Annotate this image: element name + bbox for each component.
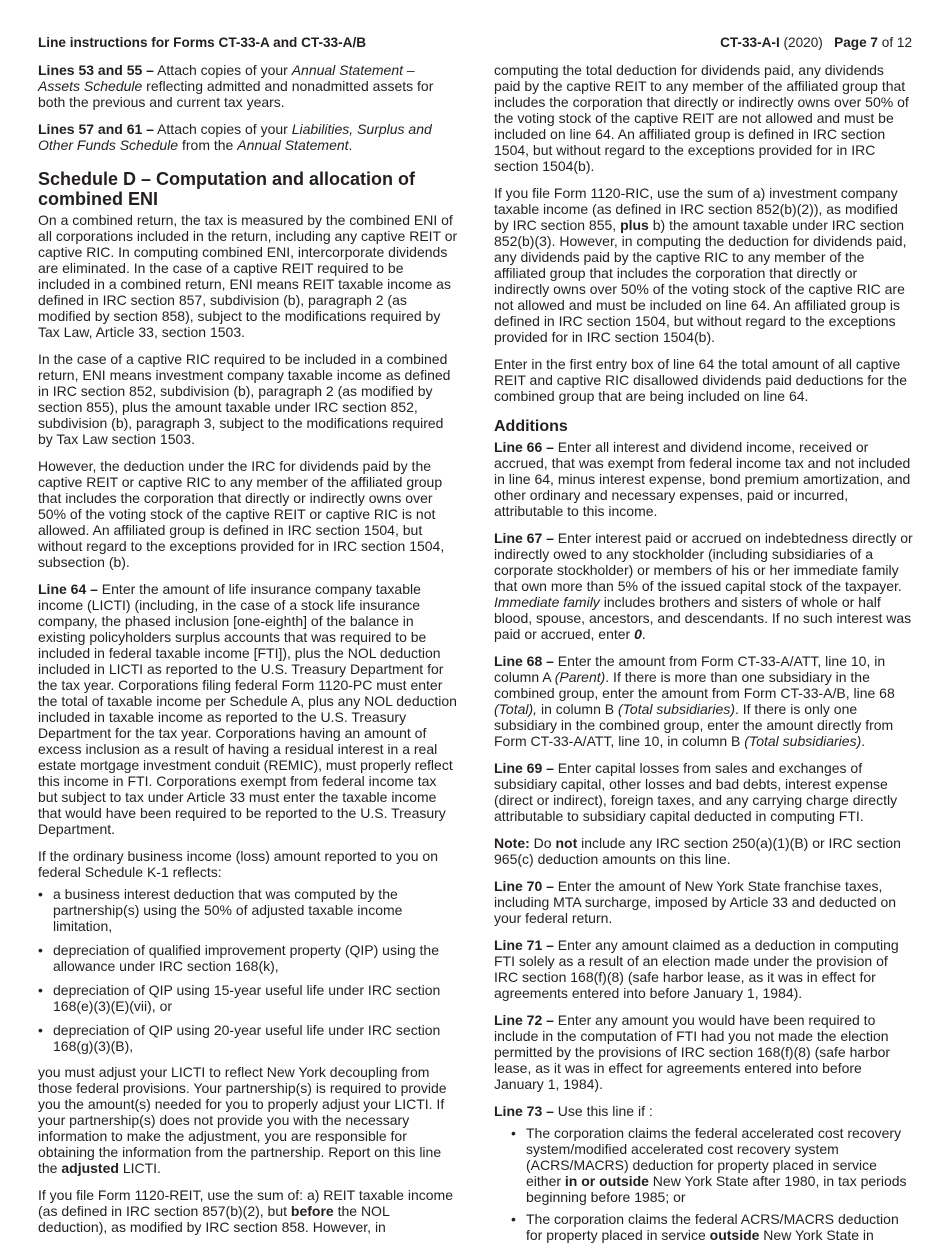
schedule-k1-paragraph: If the ordinary business income (loss) amount reported to you on federal Schedule K-1 reflects:: [38, 848, 438, 880]
header-title: Line instructions for Forms CT-33-A and CT-33-A/B: [38, 35, 367, 50]
page-header: [38, 35, 912, 53]
text-run: .: [641, 626, 646, 642]
text-run: . If there is only one subsidiary in the combined group, enter the amount directly from Form CT-33-A/ATT, line 10, in column B: [494, 701, 894, 749]
list-item: • depreciation of QIP using 15-year useful life under IRC section 168(e)(3)(E)(vii), or: [38, 982, 458, 1014]
italic-run: Liabilities, Surplus and Other Funds Schedule: [38, 121, 432, 153]
header-form-id: CT-33-A-I: [720, 35, 780, 50]
line-70-paragraph: [494, 878, 914, 926]
text-run: in column B: [537, 701, 618, 717]
text-run: Use this line if :: [553, 1103, 653, 1119]
italic-run: (Total subsidiaries): [618, 701, 735, 717]
italic-run: (Parent): [554, 669, 606, 685]
text-run: New York State in: [759, 1227, 874, 1243]
line-66-label: Line 66 –: [494, 439, 554, 455]
text-run: you must adjust your LICTI to reflect New York decoupling from those federal provisions. Your partnership(s) is required to provide you the amount(s) needed for you to properly adjust your LICTI. If your partnership(s) does not provide you with the necessary information to make the adjustment, you are responsible for obtaining the information from the partnership. Report on this line the: [38, 1064, 447, 1176]
line-67-paragraph: [494, 530, 914, 642]
text-run: New York State after 1980, in tax periods beginning before 1985; or: [526, 1173, 907, 1205]
text-run: reflecting admitted and nonadmitted assets for both the previous and current tax years.: [38, 78, 434, 110]
text-run: Enter all interest and dividend income, received or accrued, that was exempt from federal income tax and not included in line 64, minus interest expense, bond premium amortization, and other ordinary and necessary expenses, paid or incurred, attributable to this income.: [494, 439, 911, 519]
bold-run: outside: [709, 1227, 760, 1243]
lines-57-61-label: Lines 57 and 61 –: [38, 121, 154, 137]
line-64-entry-box-paragraph: Enter in the first entry box of line 64 the total amount of all captive REIT and captive RIC disallowed dividends paid deductions for the combined group that are being included on line 64.: [494, 356, 907, 404]
line-73-paragraph: [494, 1103, 914, 1119]
italic-run: Annual Statement: [237, 137, 349, 153]
form-1120-ric-paragraph: [494, 185, 914, 345]
text-run: the NOL deduction), as modified by IRC section 858. However, in: [38, 1203, 390, 1235]
text-run: If you file Form 1120-RIC, use the sum of a) investment company taxable income (as defined in IRC section 852(b)(2)), as modified by IRC section 855,: [494, 185, 898, 233]
adjust-licti-paragraph: [38, 1064, 458, 1176]
list-item: [511, 1125, 914, 1205]
text-run: from the: [178, 137, 238, 153]
bold-run: adjusted: [61, 1160, 119, 1176]
left-column: [38, 62, 458, 1246]
italic-run: (Total subsidiaries): [744, 733, 862, 749]
text-run: LICTI.: [118, 1160, 161, 1176]
line-68-paragraph: [494, 653, 914, 749]
form-1120-reit-paragraph: [38, 1187, 458, 1235]
list-item: [511, 1211, 914, 1243]
lines-53-55-paragraph: [38, 62, 458, 110]
bold-run: before: [290, 1203, 334, 1219]
line-71-paragraph: [494, 937, 914, 1001]
right-column: [494, 62, 914, 1253]
line-71-label: Line 71 –: [494, 937, 554, 953]
k1-bullet-list: [38, 886, 458, 1054]
line-69-label: Line 69 –: [494, 760, 554, 776]
header-page-total: of 12: [881, 35, 912, 50]
schedule-d-heading: Schedule D – Computation and allocation of combined ENI: [38, 169, 416, 209]
text-run: b) the amount taxable under IRC section 852(b)(3). However, in computing the deduction for dividends paid, any dividends paid by the captive RIC to any member of the affiliated group that includes the corporation that directly or indirectly owns over 50% of the voting stock of the captive RIC are not allowed and must be included on line 64. An affiliated group is defined in IRC section 1504, but without regard to the exceptions provided for in IRC section 1504(b).: [494, 217, 907, 345]
header-year: (2020): [783, 35, 823, 50]
line-72-paragraph: [494, 1012, 914, 1092]
line-66-paragraph: [494, 439, 914, 519]
text-run: The corporation claims the federal accelerated cost recovery system/modified accelerated cost recovery system (ACRS/MACRS) deduction for property placed in service either: [526, 1125, 902, 1189]
lines-57-61-paragraph: [38, 121, 458, 153]
text-run: Enter the amount from Form CT-33-A/ATT, line 10, in column A: [494, 653, 886, 685]
italic-run: Annual Statement – Assets Schedule: [38, 62, 415, 94]
line-64-paragraph: [38, 581, 458, 837]
dividend-deduction-paragraph: However, the deduction under the IRC for dividends paid by the captive REIT or captive RIC to any member of the affiliated group that includes the corporation that directly or indirectly owns over 50% of the voting stock of the captive REIT or captive RIC is not allowed. An affiliated group is defined in IRC section 1504, but without regard to the exceptions provided for in IRC section 1504, subsection (b).: [38, 458, 445, 570]
text-run: If you file Form 1120-REIT, use the sum of: a) REIT taxable income (as defined in IRC section 857(b)(2), but: [38, 1187, 453, 1219]
text-run: Enter the amount of New York State franchise taxes, including MTA surcharge, imposed by Article 33 and deducted on your federal return.: [494, 878, 897, 926]
lines-53-55-label: Lines 53 and 55 –: [38, 62, 154, 78]
line-64-label: Line 64 –: [38, 581, 98, 597]
text-run: include any IRC section 250(a)(1)(B) or IRC section 965(c) deduction amounts on this line.: [494, 835, 901, 867]
text-run: Attach copies of your: [153, 121, 292, 137]
list-item: • depreciation of qualified improvement property (QIP) using the allowance under IRC section 168(k),: [38, 942, 458, 974]
note-label: Note:: [494, 835, 530, 851]
text-run: .: [861, 733, 866, 749]
text-run: Enter the amount of life insurance company taxable income (LICTI) (including, in the case of a stock life insurance company, the phased inclusion [one-eighth] of the balance in existing policyholders surplus accounts that was required to be included in federal taxable income [FTI]), plus the NOL deduction included in LICTI as reported to the U.S. Treasury Department for the tax year. Corporations filing federal Form 1120-PC must enter the total of taxable income per Schedule A, plus any NOL deduction included in taxable income as reported to the U.S. Treasury Department for the tax year. Corporations having an amount of excess inclusion as a result of having a residual interest in a real estate mortgage investment conduit (REMIC), must properly reflect this income in FTI. Corporations exempt from federal income tax but subject to tax under Article 33 must enter the taxable income that would have been required to be reported to the U.S. Treasury Department.: [38, 581, 457, 837]
text-run: Enter any amount claimed as a deduction in computing FTI solely as a result of an election made under the provision of IRC section 168(f)(8) (safe harbor lease, as it was in effect for agreements entered into before January 1, 1984).: [494, 937, 899, 1001]
text-run: The corporation claims the federal ACRS/MACRS deduction for property placed in service: [526, 1211, 899, 1243]
italic-run: (Total),: [494, 701, 538, 717]
line-68-label: Line 68 –: [494, 653, 554, 669]
line-73-bullet-list: [494, 1125, 914, 1243]
header-page-info: [720, 35, 912, 50]
header-page-number: Page 7: [834, 35, 878, 50]
bold-run: plus: [620, 217, 649, 233]
bold-run: in or outside: [564, 1173, 649, 1189]
line-70-label: Line 70 –: [494, 878, 554, 894]
line-67-label: Line 67 –: [494, 530, 554, 546]
bold-italic-run: 0: [634, 626, 642, 642]
list-item: • depreciation of QIP using 20-year useful life under IRC section 168(g)(3)(B),: [38, 1022, 458, 1054]
reit-continuation-paragraph: computing the total deduction for dividends paid, any dividends paid by the captive REIT to any member of the affiliated group that includes the corporation that directly or indirectly owns over 50% of the voting stock of the captive REIT are not allowed and must be included on line 64. An affiliated group is defined in IRC section 1504, but without regard to the exceptions provided for in IRC section 1504(b).: [494, 62, 909, 174]
line-69-paragraph: [494, 760, 914, 824]
italic-run: Immediate family: [494, 594, 600, 610]
text-run: Enter capital losses from sales and exchanges of subsidiary capital, other losses and bad debts, interest expense (direct or indirect), foreign taxes, and any carrying charge directly attributable to subsidiary capital deducted in computing FTI.: [494, 760, 898, 824]
text-run: .: [348, 137, 353, 153]
note-paragraph: [494, 835, 914, 867]
list-item: • a business interest deduction that was computed by the partnership(s) using the 50% of adjusted taxable income limitation,: [38, 886, 458, 934]
text-run: Do: [529, 835, 556, 851]
text-run: . If there is more than one subsidiary in the combined group, enter the amount from Form CT-33-A/B, line 68: [494, 669, 895, 701]
text-run: Attach copies of your: [153, 62, 292, 78]
text-run: Enter interest paid or accrued on indebtedness directly or indirectly owed to any stockholder (including subsidiaries of a corporate stockholder) or members of his or her immediate family that own more than 5% of the issued capital stock of the taxpayer.: [494, 530, 913, 594]
captive-ric-paragraph: In the case of a captive RIC required to be included in a combined return, ENI means investment company taxable income as defined in IRC section 852, subdivision (b), paragraph 2 (as modified by section 855), plus the amount taxable under IRC section 852, subdivision (b), paragraph 3, subject to the modifications required by Tax Law section 1503.: [38, 351, 451, 447]
bold-run: not: [555, 835, 578, 851]
combined-eni-paragraph: On a combined return, the tax is measured by the combined ENI of all corporations included in the return, including any captive REIT or captive RIC. In computing combined ENI, intercorporate dividends are eliminated. In the case of a captive REIT required to be included in a combined return, ENI means REIT taxable income as defined in IRC section 857, subdivision (b), paragraph 2 (as modified by section 858), subject to the modifications required by Tax Law, Article 33, section 1503.: [38, 212, 458, 340]
additions-heading: Additions: [494, 418, 568, 435]
text-run: Enter any amount you would have been required to include in the computation of FTI had you not made the election permitted by the provisions of IRC section 168(f)(8) (safe harbor lease, as it was in effect for agreements entered into before January 1, 1984).: [494, 1012, 891, 1092]
line-72-label: Line 72 –: [494, 1012, 554, 1028]
line-73-label: Line 73 –: [494, 1103, 554, 1119]
text-run: includes brothers and sisters of whole or half blood, spouse, ancestors, and descendants. If no such interest was paid or accrued, enter: [494, 594, 912, 642]
